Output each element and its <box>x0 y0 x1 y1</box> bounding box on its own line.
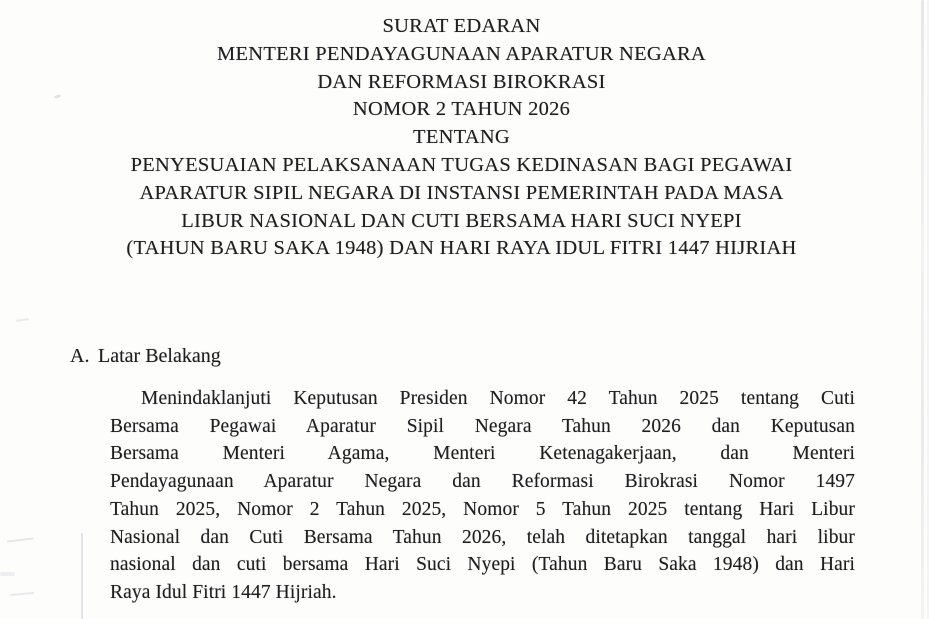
paragraph-line: Tahun 2025, Nomor 2 Tahun 2025, Nomor 5 Tahun 2025 tentang Hari Libur <box>110 498 855 520</box>
header-line-subject-4: (TAHUN BARU SAKA 1948) DAN HARI RAYA IDUL FITRI 1447 HIJRIAH <box>126 237 797 260</box>
header-line-issuer-1: MENTERI PENDAYAGUNAAN APARATUR NEGARA <box>217 42 706 65</box>
header-line-subject-1: PENYESUAIAN PELAKSANAAN TUGAS KEDINASAN BAGI PEGAWAI <box>130 153 793 176</box>
body-paragraph <box>110 385 855 607</box>
paragraph-line: Raya Idul Fitri 1447 Hijriah. <box>110 581 337 603</box>
scan-speck <box>16 318 29 322</box>
paragraph-line: Pendayagunaan Aparatur Negara dan Reformasi Birokrasi Nomor 1497 <box>110 471 855 493</box>
header-line-subject-2: APARATUR SIPIL NEGARA DI INSTANSI PEMERINTAH PADA MASA <box>139 181 784 204</box>
scan-smudge <box>0 572 15 576</box>
scan-smudge <box>10 592 34 596</box>
paragraph-line: Nasional dan Cuti Bersama Tahun 2026, telah ditetapkan tanggal hari libur <box>110 526 855 548</box>
paragraph-line: Bersama Menteri Agama, Menteri Ketenagakerjaan, dan Menteri <box>110 443 855 465</box>
paragraph-line: nasional dan cuti bersama Hari Suci Nyepi (Tahun Baru Saka 1948) dan Hari <box>110 554 855 576</box>
section-title: Latar Belakang <box>98 345 221 367</box>
document-header <box>0 13 923 263</box>
header-line-number: NOMOR 2 TAHUN 2026 <box>352 98 571 121</box>
header-line-tentang: TENTANG <box>413 126 510 149</box>
header-line-subject-3: LIBUR NASIONAL DAN CUTI BERSAMA HARI SUCI NYEPI <box>181 209 742 232</box>
scan-smudge <box>7 537 34 542</box>
paragraph-line: Menindaklanjuti Keputusan Presiden Nomor 42 Tahun 2025 tentang Cuti <box>141 388 855 409</box>
section-label: A. <box>70 345 90 367</box>
section-heading <box>70 343 221 369</box>
scan-fold-line <box>81 533 83 619</box>
paragraph-line: Bersama Pegawai Aparatur Sipil Negara Tahun 2026 dan Keputusan <box>110 415 855 437</box>
header-line-doc-type: SURAT EDARAN <box>382 15 541 37</box>
header-line-issuer-2: DAN REFORMASI BIROKRASI <box>317 70 606 93</box>
